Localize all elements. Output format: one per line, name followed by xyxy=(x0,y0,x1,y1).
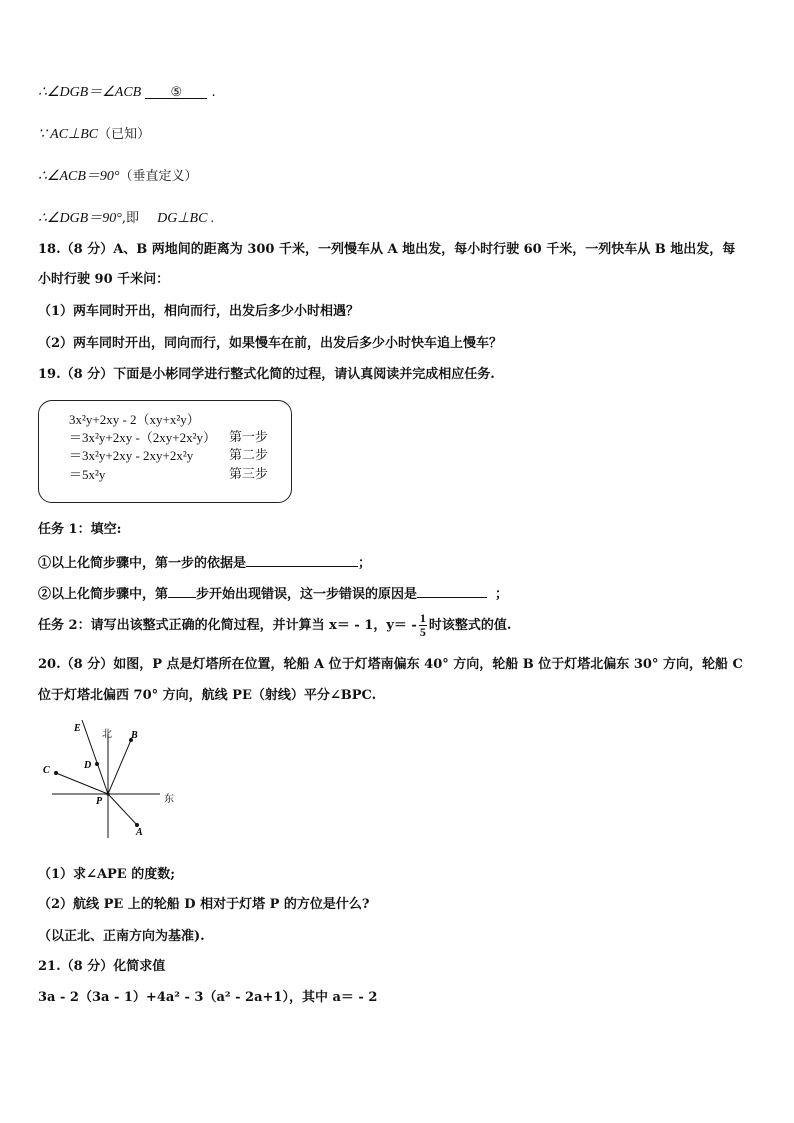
q21-expression: 3a - 2（3a - 1）+4a² - 3（a² - 2a+1），其中 a＝ - 2 xyxy=(38,990,378,1005)
task1-item-2-mid: 步开始出现错误，这一步错误的原因是 xyxy=(196,587,418,602)
point-d xyxy=(95,762,99,766)
task2-text: 任务 2：请写出该整式正确的化简过程，并计算当 x＝ - 1，y＝ - xyxy=(38,618,417,633)
proof-line-2-math: ∵ AC⊥BC xyxy=(38,127,99,142)
proof-line-4-tail: DG⊥BC . xyxy=(157,211,215,226)
label-c: C xyxy=(43,765,50,776)
task1-item-1-end: ； xyxy=(358,556,372,571)
label-b: B xyxy=(131,730,138,741)
north-label: 北 xyxy=(102,729,112,740)
q18-sub-1: （1）两车同时开出，相向而行，出发后多少小时相遇？ xyxy=(38,304,360,319)
label-d: D xyxy=(84,760,92,771)
box-row-4: ＝5x²y xyxy=(69,467,106,482)
label-a: A xyxy=(136,827,143,838)
box-row-2: ＝3x²y+2xy -（2xy+2x²y） xyxy=(69,430,217,445)
ray-pa xyxy=(108,794,137,825)
proof-line-3 xyxy=(38,168,198,186)
q20-line-1: 20.（8 分）如图，P 点是灯塔所在位置，轮船 A 位于灯塔南偏东 40° 方向，轮船 B 位于灯塔北偏东 30° 方向，轮船 C xyxy=(38,657,743,672)
proof-line-1-end: . xyxy=(211,85,216,100)
task1-item-1 xyxy=(38,552,371,573)
proof-line-4-math: ∴∠DGB＝90° xyxy=(38,211,122,226)
box-step-2: 第二步 xyxy=(229,448,269,463)
label-e: E xyxy=(74,723,81,734)
task1-item-2-text: ②以上化简步骤中，第 xyxy=(38,587,169,602)
task1-item-1-text: ①以上化简步骤中，第一步的依据是 xyxy=(38,556,247,571)
box-row-3: ＝3x²y+2xy - 2xy+2x²y xyxy=(69,448,194,463)
task2-end: 时该整式的值. xyxy=(428,618,512,633)
proof-line-3-note: （垂直定义） xyxy=(119,169,198,184)
answer-blank xyxy=(417,583,487,598)
box-step-1: 第一步 xyxy=(229,430,269,445)
point-p xyxy=(106,792,109,795)
task1-item-2 xyxy=(38,583,508,604)
task1-heading: 任务 1：填空: xyxy=(38,522,122,537)
answer-blank xyxy=(168,583,196,598)
task1-item-2-end: ； xyxy=(495,587,509,602)
fraction-one-fifth xyxy=(419,612,427,639)
q20-sub-1: （1）求∠APE 的度数; xyxy=(38,867,176,882)
fraction-denominator: 5 xyxy=(419,625,426,639)
q18-line-2: 小时行驶 90 千米问： xyxy=(38,272,170,287)
simplification-box xyxy=(38,400,292,503)
proof-line-1 xyxy=(38,84,216,102)
q20-sub-2: （2）航线 PE 上的轮船 D 相对于灯塔 P 的方位是什么? xyxy=(38,897,370,912)
proof-line-2 xyxy=(38,126,150,144)
q19-title: 19.（8 分）下面是小彬同学进行整式化简的过程，请认真阅读并完成相应任务. xyxy=(38,367,495,382)
label-p: P xyxy=(96,796,103,807)
ray-pb xyxy=(108,740,131,794)
ray-pc xyxy=(56,773,108,794)
q20-sub-3: （以正北、正南方向为基准). xyxy=(38,929,205,944)
proof-line-4-mid: ,即 xyxy=(121,211,139,226)
proof-line-3-math: ∴∠ACB＝90° xyxy=(38,169,120,184)
q20-line-2: 位于灯塔北偏西 70° 方向，航线 PE（射线）平分∠BPC. xyxy=(38,688,377,703)
fraction-numerator: 1 xyxy=(419,611,426,625)
proof-line-4 xyxy=(38,210,214,228)
q18-sub-2: （2）两车同时开出，同向而行，如果慢车在前，出发后多少小时快车追上慢车？ xyxy=(38,336,503,351)
q18-line-1: 18.（8 分）A、B 两地间的距离为 300 千米，一列慢车从 A 地出发，每小时行驶 60 千米，一列快车从 B 地出发，每 xyxy=(38,242,736,257)
answer-blank-5: ⑤ xyxy=(145,84,207,99)
q21-title: 21.（8 分）化简求值 xyxy=(38,959,166,974)
point-c xyxy=(54,771,58,775)
box-step-3: 第三步 xyxy=(229,467,269,482)
east-label: 东 xyxy=(164,794,174,805)
compass-diagram xyxy=(38,720,188,845)
proof-line-2-note: （已知） xyxy=(98,127,151,142)
task2-line xyxy=(38,612,511,639)
proof-line-1-math: ∴∠DGB＝∠ACB xyxy=(38,85,142,100)
answer-blank xyxy=(246,552,358,567)
box-row-1: 3x²y+2xy - 2（xy+x²y） xyxy=(69,412,200,427)
